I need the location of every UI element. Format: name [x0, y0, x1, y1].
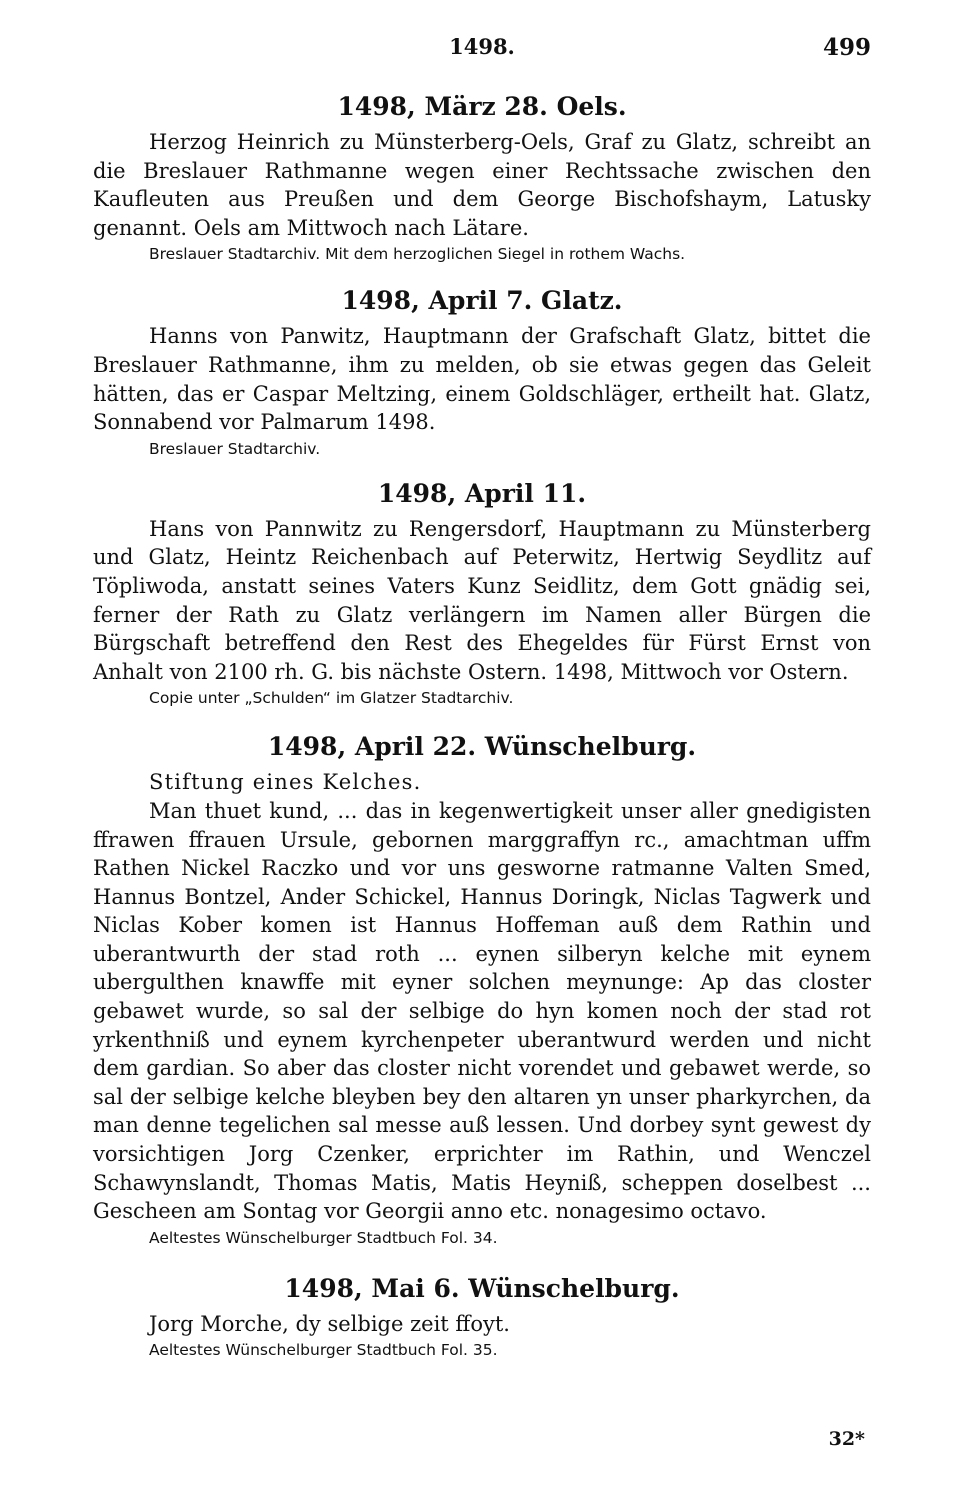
signature-mark: 32* [828, 1428, 865, 1450]
entry-text: Hans von Pannwitz zu Rengersdorf, Hauptmann zu Münsterberg und Glatz, Heintz Reichenbach auf Peterwitz, Hertwig Seydlitz auf Töpliwoda, anstatt seines Vaters Kunz Seidlitz, dem Gott gnädig sei, ferner der Rath zu Glatz verlängern im Namen aller Bürgen die Bürgschaft betreffend den Rest des Ehegeldes für Fürst Ernst von Anhalt von 2100 rh. G. bis nächste Ostern. 1498, Mittwoch vor Ostern. [93, 516, 871, 684]
entry-source: Aeltestes Wünschelburger Stadtbuch Fol. 35. [149, 1341, 498, 1360]
entry-source: Aeltestes Wünschelburger Stadtbuch Fol. 34. [149, 1228, 498, 1247]
entry-text: Man thuet kund, ... das in kegenwertigkeit unser aller gnedigisten ffrawen ffrauen Ursule, gebornen marggraffyn rc., amachtman uffm Rathen Nickel Raczko und vor uns gesworne ratmanne Valten Smed, Hannus Bontzel, Ander Schickel, Hannus Doringk, Niclas Tagwerk und Niclas Kober komen ist Hannus Hoffeman auß dem Rathin und uberantwurth der stad roth ... eynen silberyn kelche mit eynem ubergulthen knawffe mit eyner solchen meynunge: Ap das closter gebawet wurde, so sal der selbige do hyn komen noch der stad rot yrkenthniß und eynem kyrchenpeter uberantwurd werden und nicht dem gardian. So aber das closter nicht vorendet und gebawet werde, so sal der selbige kelche bleyben bey den altaren yn unser pharkyrchen, da man denne tegelichen sal messe auß lessen. Und dorbey synt gewest dy vorsichtigen Jorg Czenker, erprichter im Rathin, und Wenczel Schawynslandt, Thomas Matis, Matis Heyniß, scheppen doselbest ... Gescheen am Sontag vor Georgii anno etc. nonagesimo octavo. [93, 798, 871, 1224]
book-page [93, 34, 871, 1464]
entry-heading: 1498, April 22. Wünschelburg. [267, 732, 697, 762]
entry-5 [93, 1272, 871, 1363]
running-head [93, 34, 871, 74]
entry-1 [93, 90, 871, 266]
entry-subtitle: Stiftung eines Kelches. [149, 770, 422, 795]
entry-heading: 1498, März 28. Oels. [337, 92, 627, 121]
running-head-year: 1498. [449, 34, 515, 59]
entry-source: Copie unter „Schulden“ im Glatzer Stadtarchiv. [149, 689, 514, 708]
entry-text: Herzog Heinrich zu Münsterberg-Oels, Graf zu Glatz, schreibt an die Breslauer Rathmanne wegen einer Rechtssache zwischen den Kaufleuten aus Preußen und dem George Bischofshaym, Latusky genannt. Oels am Mittwoch nach Lätare. [93, 130, 871, 240]
page-number: 499 [822, 34, 871, 61]
entry-4 [93, 730, 871, 1250]
entry-3 [93, 477, 871, 711]
entry-source: Breslauer Stadtarchiv. Mit dem herzoglichen Siegel in rothem Wachs. [149, 245, 686, 264]
entry-heading: 1498, Mai 6. Wünschelburg. [284, 1273, 680, 1303]
entry-heading: 1498, April 7. Glatz. [341, 286, 623, 316]
entry-2 [93, 284, 871, 460]
entry-heading: 1498, April 11. [377, 478, 587, 508]
entry-text: Jorg Morche, dy selbige zeit ffoyt. [149, 1311, 510, 1336]
entry-text: Hanns von Panwitz, Hauptmann der Grafschaft Glatz, bittet die Breslauer Rathmanne, ihm zu melden, ob sie etwas gegen das Geleit hätten, das er Caspar Meltzing, einem Goldschläger, ertheilt hat. Glatz, Sonnabend vor Palmarum 1498. [93, 324, 871, 435]
entry-source: Breslauer Stadtarchiv. [149, 439, 321, 458]
